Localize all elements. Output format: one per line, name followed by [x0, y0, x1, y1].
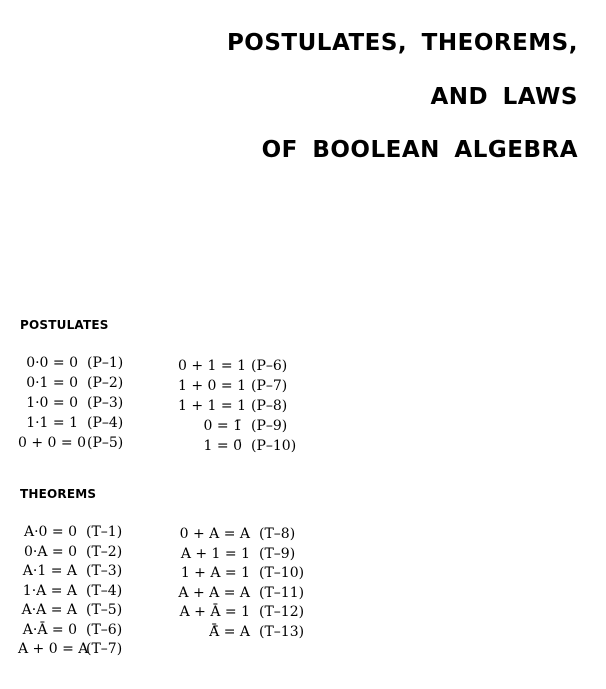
theorem-expression: 1 + A = 1: [180, 565, 250, 581]
theorems-left-column: [18, 523, 122, 660]
postulate-expression: 0 = 1̄: [203, 418, 242, 434]
postulate-expression: 1·0 = 0: [26, 395, 78, 411]
theorem-row: [178, 564, 304, 584]
postulate-label: (P–7): [251, 378, 288, 394]
theorem-expression: A + Ā = 1: [179, 604, 250, 620]
theorem-expression: A·1 = A: [22, 563, 77, 579]
postulate-expression: 0 + 0 = 0: [18, 435, 86, 451]
postulate-expression: 1·1 = 1: [26, 415, 78, 431]
postulate-label: (P–1): [87, 355, 124, 371]
theorem-expression: Ā̄ = A: [209, 623, 250, 640]
theorem-label: (T–1): [86, 524, 123, 540]
page-title-line-1: POSTULATES, THEOREMS,: [226, 30, 578, 56]
theorem-row: [178, 584, 304, 604]
theorem-label: (T–3): [86, 563, 123, 579]
theorem-expression: 0·A = 0: [23, 543, 77, 560]
theorem-expression: 1·A = A: [22, 582, 77, 599]
postulate-row: [178, 356, 296, 376]
postulate-label: (P–6): [251, 358, 288, 374]
postulate-row: [178, 416, 296, 436]
theorem-expression: A + 1 = 1: [180, 545, 250, 562]
postulate-label: (P–9): [251, 418, 288, 434]
page-title-line-2: AND LAWS: [430, 84, 578, 110]
theorem-expression: A·Ā = 0: [22, 621, 77, 638]
postulates-left-column: [18, 353, 123, 453]
theorem-row: [178, 623, 304, 643]
postulate-expression: 0·0 = 0: [26, 355, 78, 371]
theorem-row: [18, 562, 122, 582]
theorem-label: (T–5): [86, 602, 123, 618]
postulate-row: [178, 396, 296, 416]
theorem-label: (T–4): [86, 582, 123, 599]
postulate-label: (P–10): [251, 438, 297, 454]
theorems-right-column: [178, 525, 304, 642]
theorems-heading: THEOREMS: [20, 487, 97, 501]
theorem-row: [178, 525, 304, 545]
postulate-label: (P–3): [87, 395, 124, 411]
postulate-row: [18, 353, 123, 373]
theorem-expression: A + A = A: [178, 584, 250, 601]
theorem-label: (T–12): [259, 604, 305, 620]
postulate-row: [178, 376, 296, 396]
theorem-row: [178, 545, 304, 565]
postulate-expression: 0 + 1 = 1: [178, 358, 246, 374]
postulates-right-column: [178, 356, 296, 456]
theorem-expression: A·0 = 0: [23, 524, 77, 540]
theorem-row: [18, 601, 122, 621]
page-title-line-3: OF BOOLEAN ALGEBRA: [261, 137, 578, 163]
postulate-expression: 1 + 1 = 1: [178, 398, 246, 414]
theorem-label: (T–8): [259, 526, 296, 542]
postulate-row: [178, 436, 296, 456]
theorem-row: [18, 543, 122, 563]
postulate-label: (P–5): [87, 435, 124, 451]
theorem-row: [18, 621, 122, 641]
postulate-expression: 0·1 = 0: [26, 375, 78, 391]
postulate-row: [18, 373, 123, 393]
theorem-expression: 0 + A = A: [179, 526, 250, 542]
postulate-label: (P–4): [87, 415, 124, 431]
theorem-label: (T–10): [259, 565, 305, 581]
theorem-expression: A·A = A: [21, 602, 77, 618]
postulate-row: [18, 413, 123, 433]
postulate-row: [18, 433, 123, 453]
postulate-label: (P–8): [251, 398, 288, 414]
theorem-label: (T–7): [86, 641, 123, 657]
postulates-heading: POSTULATES: [20, 318, 109, 332]
postulate-expression: 1 + 0 = 1: [178, 378, 246, 394]
postulate-label: (P–2): [87, 375, 124, 391]
theorem-row: [18, 523, 122, 543]
theorem-label: (T–2): [86, 543, 123, 560]
theorem-expression: A + 0 = A: [18, 641, 89, 657]
postulate-expression: 1 = 0̄: [203, 438, 242, 454]
theorem-label: (T–6): [86, 621, 123, 638]
theorem-label: (T–13): [259, 623, 305, 640]
theorem-label: (T–11): [259, 584, 305, 601]
theorem-row: [18, 582, 122, 602]
theorem-label: (T–9): [259, 545, 296, 562]
theorem-row: [178, 603, 304, 623]
theorem-row: [18, 640, 122, 660]
postulate-row: [18, 393, 123, 413]
